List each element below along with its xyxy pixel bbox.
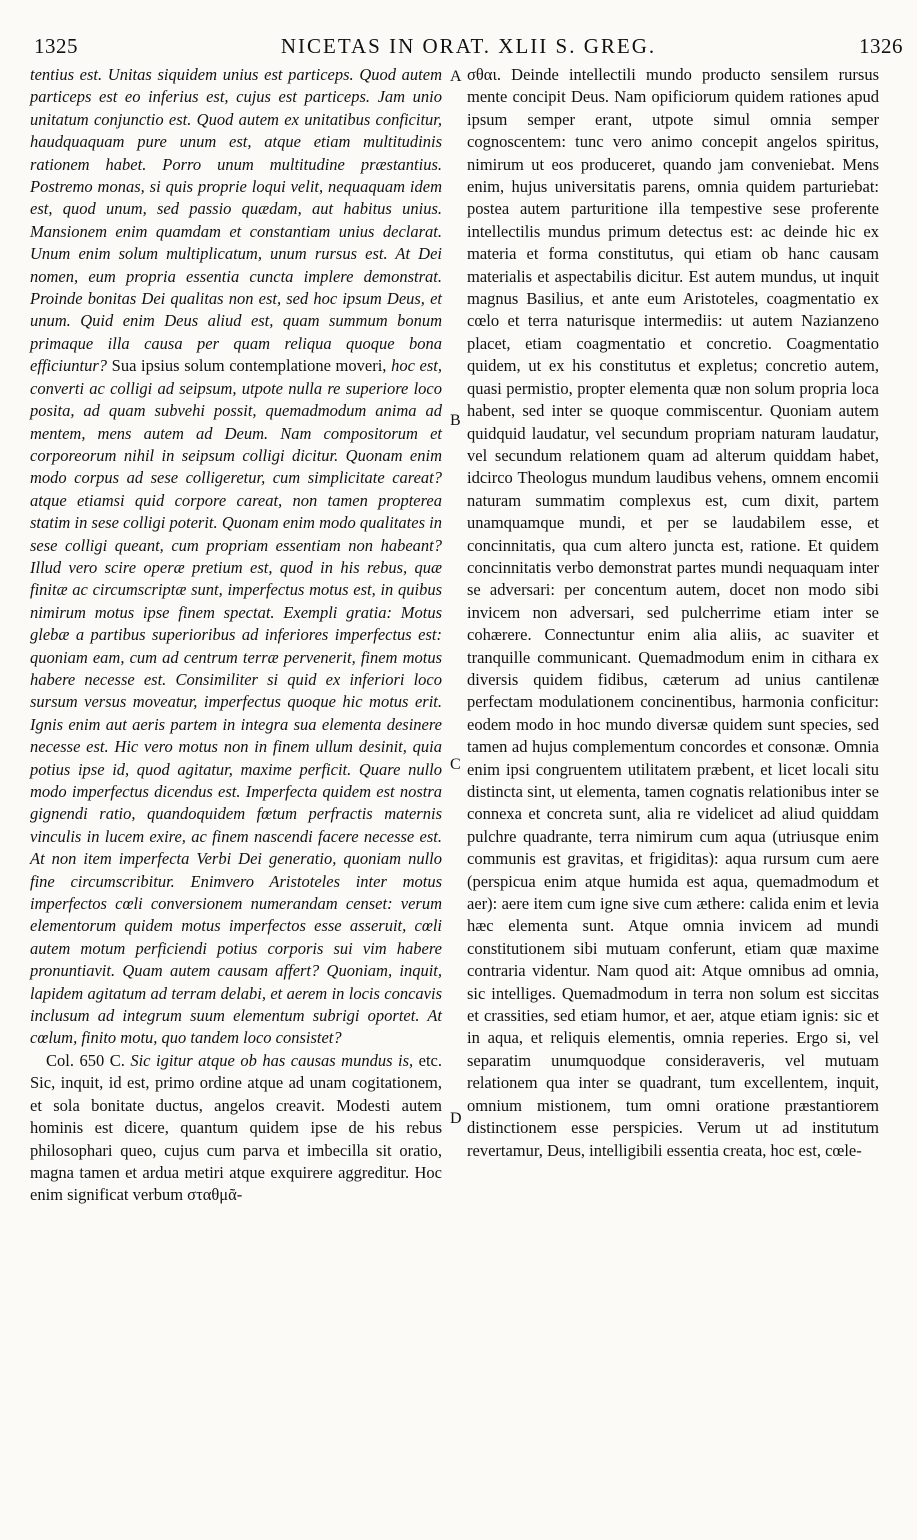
right-paragraph-1: σθαι. Deinde intellectili mundo producto sensilem rursus mente concipit Deus. Nam opificiorum quidem rationes apud ipsum semper erant, utpote simul omnia semper cognoscentem: tunc vero animo concepit angelos spiritus, nimirum ut eos produceret, quando jam conveniebat. Mens enim, hujus universitatis parens, omnia quidem parturiebat: postea autem parturitione illa tempestive sese proferente intellectilis mundus primum detectus est: ac deinde hic ex materia et forma constitutus, qui etiam ob hanc causam materialis et aspectabilis dicitur. Est autem mundus, ut inquit magnus Basilius, et ante eum Aristoteles, coagmentatio ex cœlo et terra naturisque intermediis: ut autem Nazianzeno placet, etiam coagmentatio et concretio. Coagmentatio quidem, ut ex his constitutus et expletus; concretio autem, quasi permistio, propter elementa quæ non solum propria loca habent, sed inter se quoque commiscentur. Quoniam autem quidquid laudatur, vel secundum propriam naturam laudatur, vel secundum relationem quam ad alterum quiddam habet, idcirco Theologus mundum laudibus vehens, omnem encomii naturam summatim complexus est, cum dixit, partem unamquamque mundi, et per se laudabilem esse, et concinnitatis, qua cum altero juncta est, ratione. Et quidem concinnitatis verbo demonstrat partes mundi nequaquam inter se adversari: per concentum autem, docet non modo sibi invicem non adversari, sed pulcherrime etiam inter se cohærere. Connectuntur enim alia aliis, ac suaviter et tranquille communicant. Quemadmodum enim in cithara ex diversis quidem fidibus, cæterum ad unius cantilenæ perfectam modulationem concinentibus, harmonia conficitur: eodem modo in hoc mundo diversæ quidem sunt species, sed tamen ad hujus complementum concordes et consonæ. Omnia enim ipsi congruentem utilitatem præbent, et licet locali situ distincta sint, ut elementa, tamen cognatis relationibus inter se connexa et concreta sunt, alia re videlicet ad aliud quiddam pulchre quadrante, terra nimirum cum aqua (utriusque enim communis est gravitas, et frigiditas): aqua rursum cum aere (perspicua enim atque humida est aqua, quemadmodum et aer): aere item cum igne sive cum æthere: calida enim et levia hæc elementa sunt. Atque omnia invicem ad mundi constitutionem sibi mutuam conferunt, etiam quæ maxime contraria videntur. Nam quod ait: Atque omnibus ad omnia, sic intelliges. Quemadmodum in terra non solum est siccitas et crassities, sed etiam humor, et aer, atque etiam ignis: sic et in aqua, et reliquis elementis, omnia reperies. Ergo si, vel separatim unumquodque consideraveris, vel mutuam relationem qua inter se quadrant, tum excellentem, inquit, omnium mistionem, tum omni oratione præstantiorem distinctionem esse perspicies. Verum ut ad institutum revertamur, Deus, intelligibili essentia creata, hoc est, cœle- — [467, 65, 879, 1160]
column-reference: Col. 650 C. — [46, 1050, 125, 1070]
left-text-italic-2: hoc est, converti ac colligi ad seipsum, utpote nulla re superiore loco posita, ad quam subvehi possit, quemadmodum anima ad mentem, mens autem ad Deum. Nam compositorum et corporeorum nihil in seipsum colligi dicitur. Quonam enim modo corpus ad sese colligeretur, cum simplicitate careat? atque etiamsi quid corpore careat, non tamen propterea statim in sese colligi poterit. Quonam enim modo qualitates in sese colligi queant, cum propriam essentiam non habeant? Illud vero scire operæ pretium est, quod in his rebus, quæ finitæ ac circumscriptæ sunt, imperfectus motus est, in quibus nimirum motus ipse finem spectat. Exempli gratia: Motus glebæ a partibus superioribus ad inferiores imperfectus est: quoniam eam, cum ad centrum terræ pervenerit, finem motus habere necesse est. Consimiliter si quid ex inferiori loco sursum versus moveatur, imperfectus quoque hic motus erit. Ignis enim aut aeris partem in integra sua elementa desinere necesse est. Hic vero motus non in finem ullum desinit, quia potius ipse id, quod agitatur, maxime perficit. Quare nullo modo imperfectus dicendus est. Imperfecta quidem est nostra gignendi ratio, quandoquidem fœtum perfractis maternis vinculis in lucem exire, ac finem nascendi facere necesse est. At non item imperfecta Verbi Dei generatio, quoniam nullo fine circumscribitur. Enimvero Aristoteles inter motus imperfectos cœli conversionem numerandam censet: verum elementorum quidem motus imperfectos esse asseruit, cœli autem motum perficiendi potius corporis sui vim habere pronuntiavit. Quam autem causam affert? Quoniam, inquit, lapidem agitatum ad terram delabi, et aerem in locis concavis inclusum ad integrum suum elementum subrigi oportet. At cœlum, finito motu, quo tandem loco consistet? — [30, 356, 442, 1048]
left-paragraph-2 — [30, 1050, 442, 1207]
page-number-right: 1326 — [859, 34, 903, 58]
lemma-text: Sic igitur atque ob has causas mundus is, — [124, 1050, 414, 1070]
running-title: NICETAS IN ORAT. XLII S. GREG. — [280, 34, 657, 58]
left-text-italic: tentius est. Unitas siquidem unius est particeps. Quod autem particeps est eo inferius est, cujus est particeps. Jam unio unitatum conjunctio est. Quod autem ex unitatibus conficitur, haudquaquam pure unum est, atque etiam multitudinis rationem habet. Porro unum multitudine præstantius. Postremo monas, si quis proprie loqui velit, nequaquam idem est, quod unum, sed passio quædam, aut habitus unius. Mansionem enim quamdam et constantiam unius declarat. Unum enim solum multiplicatum, unum rursus est. At Dei nomen, eum propria essentia cuncta implere demonstrat. Proinde bonitas Dei qualitas non est, sed hoc ipsum Deus, et unum. Quid enim Deus aliud est, quam summum bonum primaque illa causa per quam reliqua quoque bona efficiuntur? — [30, 65, 442, 376]
margin-marker-c: C — [450, 756, 461, 773]
left-column — [30, 64, 442, 1207]
margin-marker-d: D — [450, 1110, 462, 1127]
margin-marker-b: B — [450, 412, 461, 429]
commentary-text: etc. Sic, inquit, id est, primo ordine atque ad unam cogitationem, et sola bonitate ductus, angelos creavit. Modesti autem hominis est dicere, quantum quidem ipse de his rebus philosophari queo, cujus cum parva et imbecilla sit oratio, magna tamen et ardua metiri atque exquirere aggreditur. Hoc enim significat verbum σταθμᾶ- — [30, 1050, 442, 1205]
right-column — [467, 64, 879, 1162]
page-number-left: 1325 — [34, 34, 78, 58]
left-paragraph-1 — [30, 64, 442, 1050]
page-header — [34, 34, 903, 62]
margin-marker-a: A — [450, 68, 462, 85]
left-text-roman: Sua ipsius solum contemplatione moveri, — [107, 356, 387, 376]
